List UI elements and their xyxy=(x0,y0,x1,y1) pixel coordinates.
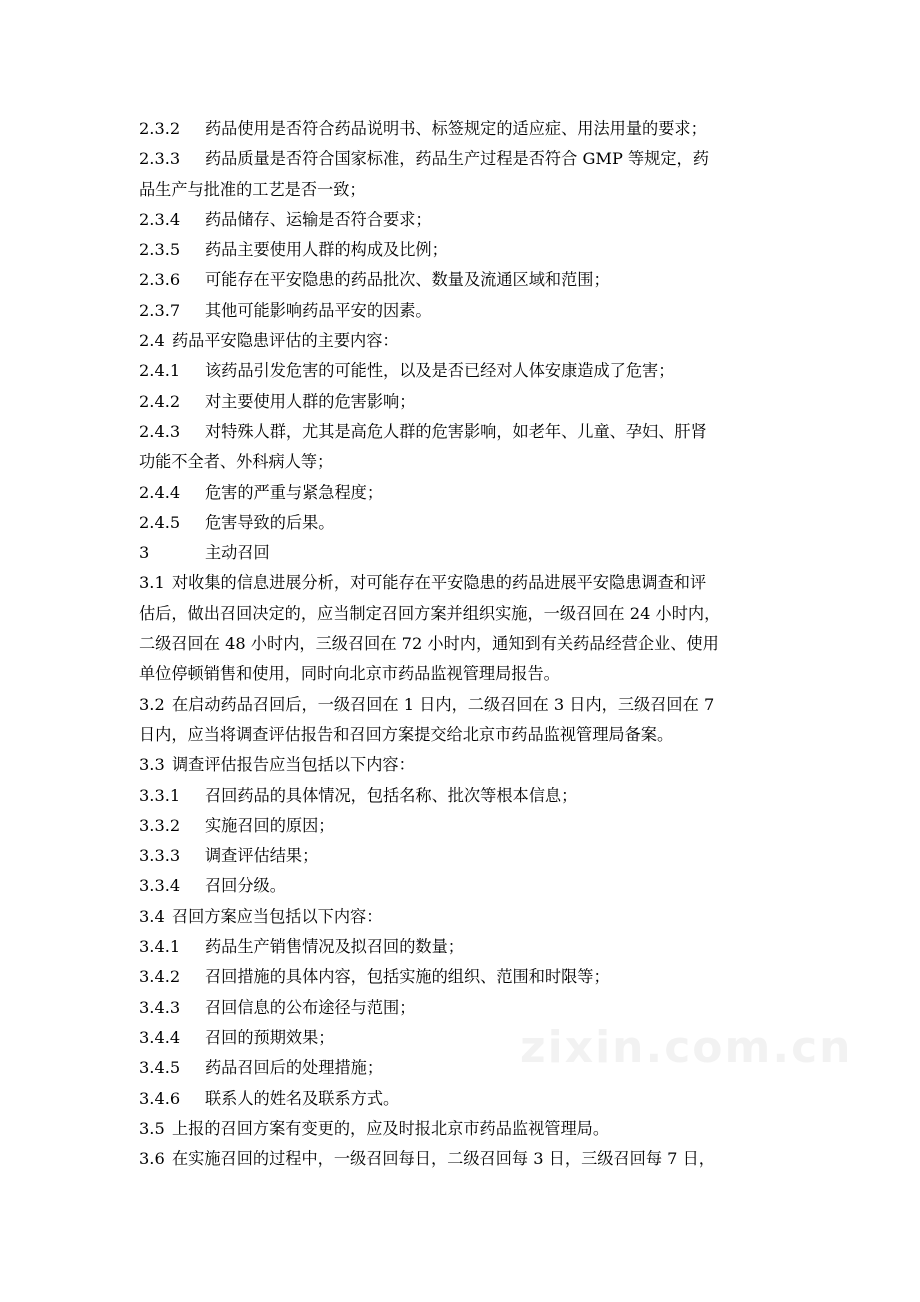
line-number: 3.4.6 xyxy=(139,1088,181,1108)
line-text: 药品储存、运输是否符合要求； xyxy=(205,209,432,229)
line-text: 实施召回的原因； xyxy=(205,815,335,835)
line-number: 3.5 xyxy=(139,1118,165,1138)
section-heading-line xyxy=(139,538,789,568)
numbered-line xyxy=(139,478,789,508)
line-number: 3.4 xyxy=(139,906,165,926)
line-number: 2.4.4 xyxy=(139,482,181,502)
line-text: 危害的严重与紧急程度； xyxy=(205,482,384,502)
line-number: 2.3.7 xyxy=(139,300,181,320)
line-text: 危害导致的后果。 xyxy=(205,512,335,532)
line-text: 该药品引发危害的可能性，以及是否已经对人体安康造成了危害； xyxy=(205,361,675,381)
line-text: 品生产与批准的工艺是否一致； xyxy=(139,179,366,199)
line-number: 2.3.5 xyxy=(139,240,181,260)
line-number: 3.3.1 xyxy=(139,785,181,805)
line-number: 3.3 xyxy=(139,755,165,775)
numbered-line xyxy=(139,781,789,811)
line-text: 药品使用是否符合药品说明书、标签规定的适应症、用法用量的要求； xyxy=(205,119,707,138)
line-number: 3.4.4 xyxy=(139,1027,181,1047)
line-number: 2.3.4 xyxy=(139,209,181,229)
numbered-line xyxy=(139,962,789,992)
line-text: 在实施召回的过程中，一级召回每日，二级召回每 3 日，三级召回每 7 日， xyxy=(172,1149,715,1169)
line-number: 3.1 xyxy=(139,573,165,593)
numbered-line xyxy=(139,1114,789,1144)
line-number: 3.3.2 xyxy=(139,815,181,835)
line-text: 调查评估报告应当包括以下内容： xyxy=(172,755,415,775)
line-text: 药品召回后的处理措施； xyxy=(205,1058,384,1078)
numbered-line xyxy=(139,690,789,720)
line-number: 2.4 xyxy=(139,331,165,351)
numbered-line xyxy=(139,144,789,174)
line-text: 召回分级。 xyxy=(205,876,286,896)
numbered-line xyxy=(139,750,789,780)
line-number: 2.3.3 xyxy=(139,149,181,169)
line-number: 2.3.6 xyxy=(139,270,181,290)
line-text: 功能不全者、外科病人等； xyxy=(139,452,334,472)
line-number: 2.4.5 xyxy=(139,512,181,532)
line-number: 2.3.2 xyxy=(139,119,181,138)
paragraph-continuation-line xyxy=(139,659,789,689)
numbered-line xyxy=(139,235,789,265)
paragraph-continuation-line xyxy=(139,599,789,629)
document-body xyxy=(139,114,789,1174)
numbered-line xyxy=(139,1144,789,1174)
line-text: 在启动药品召回后，一级召回在 1 日内，二级召回在 3 日内，三级召回在 7 xyxy=(172,694,715,714)
line-text: 召回信息的公布途径与范围； xyxy=(205,997,416,1017)
numbered-line xyxy=(139,993,789,1023)
numbered-line xyxy=(139,1084,789,1114)
line-number: 2.4.3 xyxy=(139,421,181,441)
line-text: 主动召回 xyxy=(205,543,270,563)
line-text: 其他可能影响药品平安的因素。 xyxy=(205,300,432,320)
paragraph-continuation-line xyxy=(139,447,789,477)
numbered-line xyxy=(139,265,789,295)
numbered-line xyxy=(139,1053,789,1083)
numbered-line xyxy=(139,114,789,144)
line-text: 上报的召回方案有变更的，应及时报北京市药品监视管理局。 xyxy=(172,1118,610,1138)
line-number: 3.4.2 xyxy=(139,967,181,987)
line-text: 对特殊人群，尤其是高危人群的危害影响，如老年、儿童、孕妇、肝肾 xyxy=(205,421,707,441)
numbered-line xyxy=(139,356,789,386)
line-number: 3.4.5 xyxy=(139,1058,181,1078)
line-text: 估后，做出召回决定的，应当制定召回方案并组织实施，一级召回在 24 小时内， xyxy=(139,603,721,623)
line-text: 召回方案应当包括以下内容： xyxy=(172,906,383,926)
line-text: 联系人的姓名及联系方式。 xyxy=(205,1088,400,1108)
line-number: 3 xyxy=(139,543,150,563)
line-text: 召回措施的具体内容，包括实施的组织、范围和时限等； xyxy=(205,967,610,987)
line-text: 对收集的信息进展分析，对可能存在平安隐患的药品进展平安隐患调查和评 xyxy=(172,573,707,593)
line-text: 对主要使用人群的危害影响； xyxy=(205,391,416,411)
numbered-line xyxy=(139,902,789,932)
watermark: zixin.com.cn xyxy=(520,1022,853,1073)
numbered-line xyxy=(139,205,789,235)
line-number: 2.4.1 xyxy=(139,361,181,381)
numbered-line xyxy=(139,508,789,538)
line-text: 二级召回在 48 小时内，三级召回在 72 小时内，通知到有关药品经营企业、使用 xyxy=(139,634,719,654)
line-text: 药品平安隐患评估的主要内容： xyxy=(172,331,399,351)
line-text: 召回的预期效果； xyxy=(205,1027,335,1047)
line-text: 单位停顿销售和使用，同时向北京市药品监视管理局报告。 xyxy=(139,664,560,684)
numbered-line xyxy=(139,1023,789,1053)
numbered-line xyxy=(139,841,789,871)
line-number: 2.4.2 xyxy=(139,391,181,411)
line-text: 日内，应当将调查评估报告和召回方案提交给北京市药品监视管理局备案。 xyxy=(139,724,674,744)
line-number: 3.2 xyxy=(139,694,165,714)
line-text: 召回药品的具体情况，包括名称、批次等根本信息； xyxy=(205,785,578,805)
numbered-line xyxy=(139,296,789,326)
line-text: 可能存在平安隐患的药品批次、数量及流通区域和范围； xyxy=(205,270,610,290)
line-text: 药品生产销售情况及拟召回的数量； xyxy=(205,937,464,957)
paragraph-continuation-line xyxy=(139,175,789,205)
line-number: 3.3.4 xyxy=(139,876,181,896)
line-text: 调查评估结果； xyxy=(205,846,319,866)
numbered-line xyxy=(139,568,789,598)
numbered-line xyxy=(139,387,789,417)
line-text: 药品质量是否符合国家标准，药品生产过程是否符合 GMP 等规定，药 xyxy=(205,149,709,169)
line-number: 3.4.1 xyxy=(139,937,181,957)
line-text: 药品主要使用人群的构成及比例； xyxy=(205,240,448,260)
numbered-line xyxy=(139,932,789,962)
line-number: 3.3.3 xyxy=(139,846,181,866)
numbered-line xyxy=(139,871,789,901)
numbered-line xyxy=(139,417,789,447)
line-number: 3.6 xyxy=(139,1149,165,1169)
numbered-line xyxy=(139,326,789,356)
paragraph-continuation-line xyxy=(139,720,789,750)
paragraph-continuation-line xyxy=(139,629,789,659)
line-number: 3.4.3 xyxy=(139,997,181,1017)
numbered-line xyxy=(139,811,789,841)
